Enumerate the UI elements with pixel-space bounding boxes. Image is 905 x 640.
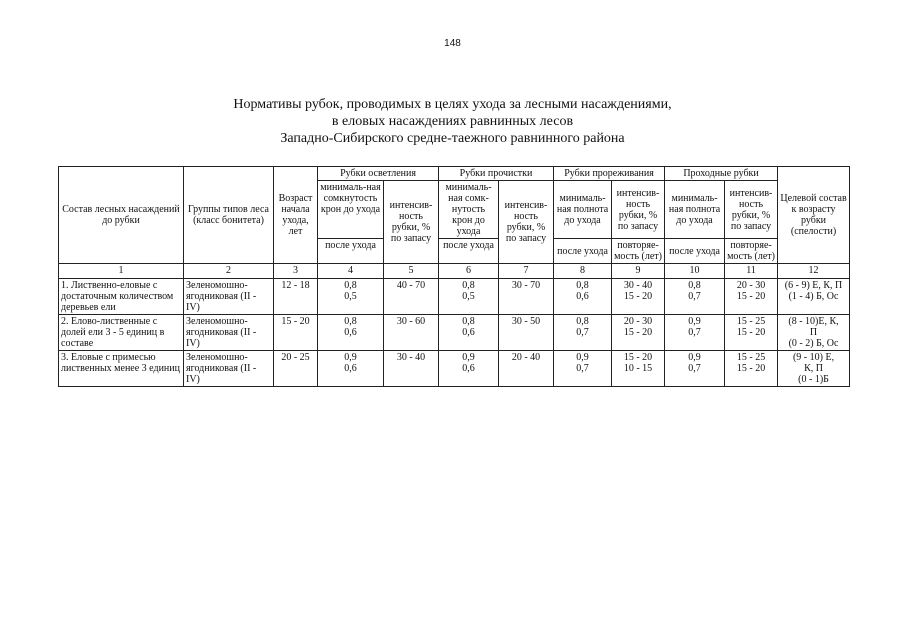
row-intensity-thinning: 30 - 40 15 - 20 [612,279,665,315]
page-number: 148 [444,38,461,49]
row-forest-type: Зеленомошно-ягодниковая (II - IV) [184,279,274,315]
row-composition: 2. Елово-лиственные с долей ели 3 - 5 единиц в составе [59,315,184,351]
header-intensity-11: интенсив-ность рубки, % по запасу [725,181,778,239]
column-number: 11 [725,264,778,279]
row-age: 20 - 25 [274,351,318,387]
column-number: 2 [184,264,274,279]
row-forest-type: Зеленомошно-ягодниковая (II - IV) [184,315,274,351]
row-intensity-passing: 15 - 25 15 - 20 [725,351,778,387]
row-min-density-passing: 0,9 0,7 [665,315,725,351]
row-min-closure-clearing: 0,8 0,6 [318,315,384,351]
row-intensity-passing: 20 - 30 15 - 20 [725,279,778,315]
column-number: 4 [318,264,384,279]
row-min-density-thinning: 0,8 0,6 [554,279,612,315]
column-number: 10 [665,264,725,279]
header-min-density-10: минималь-ная полнота до ухода [665,181,725,239]
document-title [0,96,905,147]
header-group-thinning: Рубки прореживания [554,167,665,181]
table-row [59,279,850,315]
column-number: 7 [499,264,554,279]
table-header [59,167,850,264]
column-number: 12 [778,264,850,279]
row-min-density-thinning: 0,8 0,7 [554,315,612,351]
header-intensity-9: интенсив-ность рубки, % по запасу [612,181,665,239]
row-composition: 1. Лиственно-еловые с достаточным количеством деревьев ели [59,279,184,315]
row-age: 12 - 18 [274,279,318,315]
table-row [59,351,850,387]
row-intensity-thinning: 20 - 30 15 - 20 [612,315,665,351]
header-intensity-5: интенсив-ность рубки, % по запасу [384,181,439,264]
row-intensity-clearing: 30 - 40 [384,351,439,387]
row-intensity-passing: 15 - 25 15 - 20 [725,315,778,351]
column-number: 1 [59,264,184,279]
header-after-8: после ухода [554,239,612,264]
row-min-closure-cleaning: 0,9 0,6 [439,351,499,387]
header-after-10: после ухода [665,239,725,264]
header-forest-type: Группы типов леса (класс бонитета) [184,167,274,264]
row-intensity-thinning: 15 - 20 10 - 15 [612,351,665,387]
title-line-1: Нормативы рубок, проводимых в целях ухода за лесными насаждениями, [233,97,672,112]
title-line-2: в еловых насаждениях равнинных лесов [331,114,574,129]
header-min-closure-4: минималь-ная сомкнутость крон до ухода [318,181,384,239]
header-intensity-7: интенсив-ность рубки, % по запасу [499,181,554,264]
row-target-composition: (6 - 9) Е, К, П (1 - 4) Б, Ос [778,279,850,315]
header-group-clearing: Рубки осветления [318,167,439,181]
row-min-density-passing: 0,8 0,7 [665,279,725,315]
norms-table [58,166,850,387]
header-min-closure-6: минималь-ная сомк-нутость крон до ухода [439,181,499,239]
row-min-density-passing: 0,9 0,7 [665,351,725,387]
row-intensity-clearing: 30 - 60 [384,315,439,351]
column-number: 8 [554,264,612,279]
row-min-closure-cleaning: 0,8 0,5 [439,279,499,315]
row-min-closure-clearing: 0,8 0,5 [318,279,384,315]
header-group-passing: Проходные рубки [665,167,778,181]
row-forest-type: Зеленомошно-ягодниковая (II - IV) [184,351,274,387]
header-repeat-11: повторяе-мость (лет) [725,239,778,264]
row-min-closure-clearing: 0,9 0,6 [318,351,384,387]
row-intensity-cleaning: 20 - 40 [499,351,554,387]
header-target: Целевой состав к возрасту рубки (спелости) [778,167,850,264]
header-composition: Состав лесных насаждений до рубки [59,167,184,264]
table-row [59,315,850,351]
row-min-closure-cleaning: 0,8 0,6 [439,315,499,351]
header-repeat-9: повторяе-мость (лет) [612,239,665,264]
row-target-composition: (9 - 10) Е, К, П (0 - 1)Б [778,351,850,387]
row-composition: 3. Еловые с примесью лиственных менее 3 единиц [59,351,184,387]
row-intensity-clearing: 40 - 70 [384,279,439,315]
column-number-row [59,264,850,279]
row-intensity-cleaning: 30 - 50 [499,315,554,351]
column-number: 6 [439,264,499,279]
column-number: 9 [612,264,665,279]
row-min-density-thinning: 0,9 0,7 [554,351,612,387]
header-group-cleaning: Рубки прочистки [439,167,554,181]
title-line-3: Западно-Сибирского средне-таежного равнинного района [280,131,625,146]
column-number: 3 [274,264,318,279]
row-target-composition: (8 - 10)Е, К, П (0 - 2) Б, Ос [778,315,850,351]
header-min-density-8: минималь-ная полнота до ухода [554,181,612,239]
column-number: 5 [384,264,439,279]
row-intensity-cleaning: 30 - 70 [499,279,554,315]
row-age: 15 - 20 [274,315,318,351]
header-age: Возраст начала ухода, лет [274,167,318,264]
header-after-6: после ухода [439,239,499,264]
header-after-4: после ухода [318,239,384,264]
